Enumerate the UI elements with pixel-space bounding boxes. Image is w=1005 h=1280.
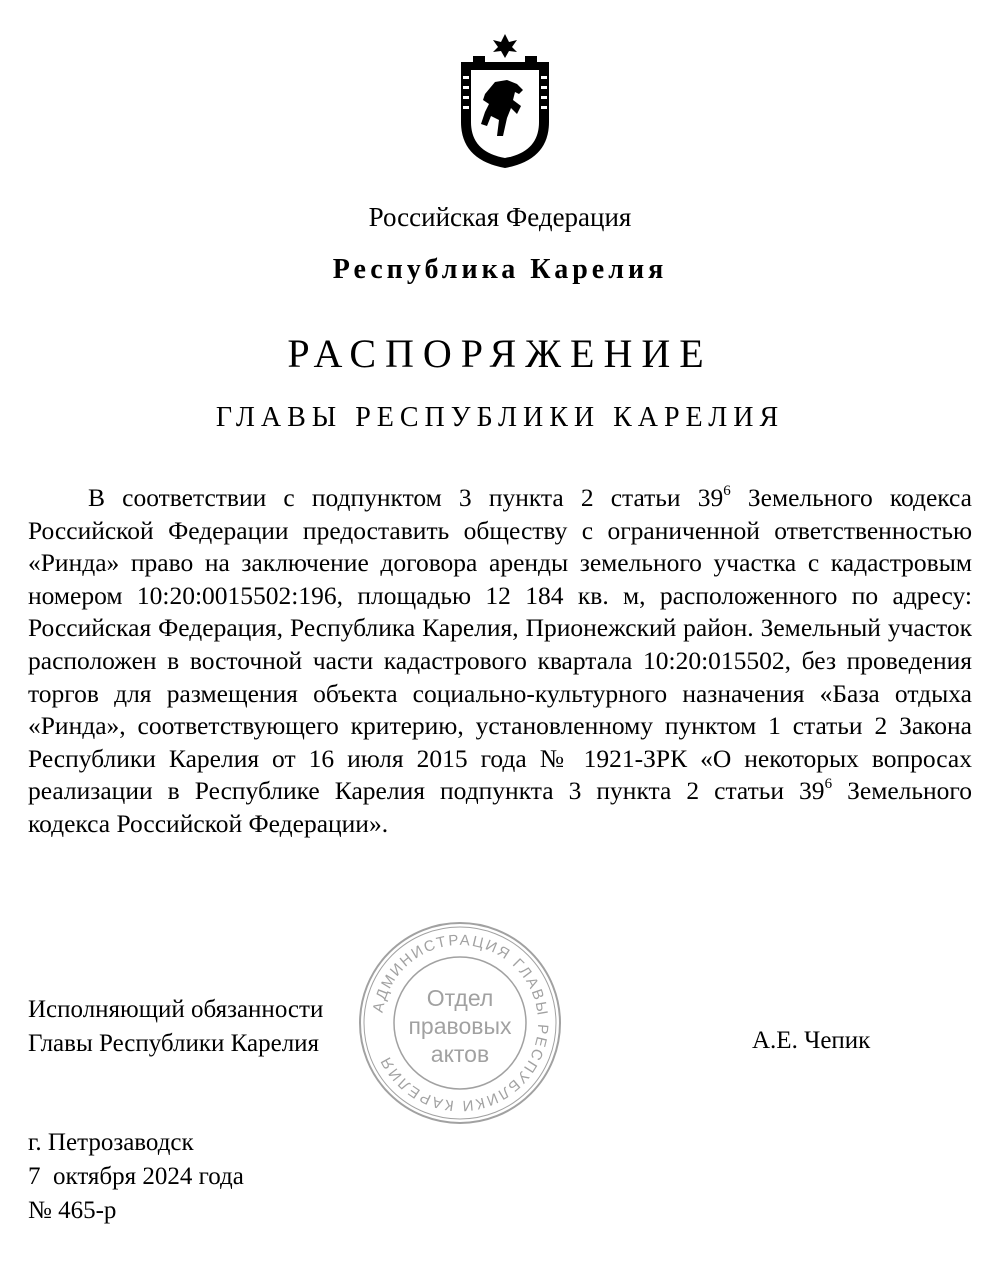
country-name: Российская Федерация [368, 202, 632, 232]
stamp-center-line: правовых [408, 1013, 512, 1039]
document-number: № 465-р [28, 1197, 117, 1224]
document-type-title: РАСПОРЯЖЕНИЕ [287, 331, 713, 376]
order-paragraph: В соответствии с подпунктом 3 пункта 2 статьи $39^6$ Земельного кодекса Российской Федерации предоставить обществу с ограниченной ответственностью «Ринда» право на заключение договора аренды земельного участка с кадастровым номером 10:20:0015502:196, площадью 12 184 кв. м, расположенного по адресу: Российская Федерация, Республика Карелия, Прионежский район. Земельный участок расположен в восточной части кадастрового квартала 10:20:015502, без проведения торгов для размещения объекта социально-культурного назначения «База отдыха «Ринда», соответствующего критерию, установленному пунктом 1 статьи 2 Закона Республики Карелия от 16 июля 2015 года № 1921-ЗРК «О некоторых вопросах реализации в Республике Карелия подпункта 3 пункта 2 статьи $39^6$ Земельного кодекса Российской Федерации». [28, 483, 972, 838]
stamp [355, 918, 565, 1128]
stamp-center-line: актов [430, 1041, 490, 1067]
stamp-ring-text: АДМИНИСТРАЦИЯ ГЛАВЫ РЕСПУБЛИКИ КАРЕЛИЯ [369, 931, 552, 1115]
stamp-center-line: Отдел [426, 985, 494, 1011]
republic-name: Республика Карелия [332, 254, 668, 285]
place-and-date [28, 1126, 244, 1228]
signatory-position: Исполняющий обязанности Главы Республики Карелия [28, 996, 324, 1057]
signatory-name: А.Е. Чепик [752, 1027, 871, 1054]
order-body [28, 482, 972, 841]
city: г. Петрозаводск [28, 1129, 194, 1156]
date: 7 октября 2024 года [28, 1163, 244, 1190]
document-author: ГЛАВЫ РЕСПУБЛИКИ КАРЕЛИЯ [215, 402, 785, 433]
karelia-coat-of-arms-icon [455, 32, 555, 172]
